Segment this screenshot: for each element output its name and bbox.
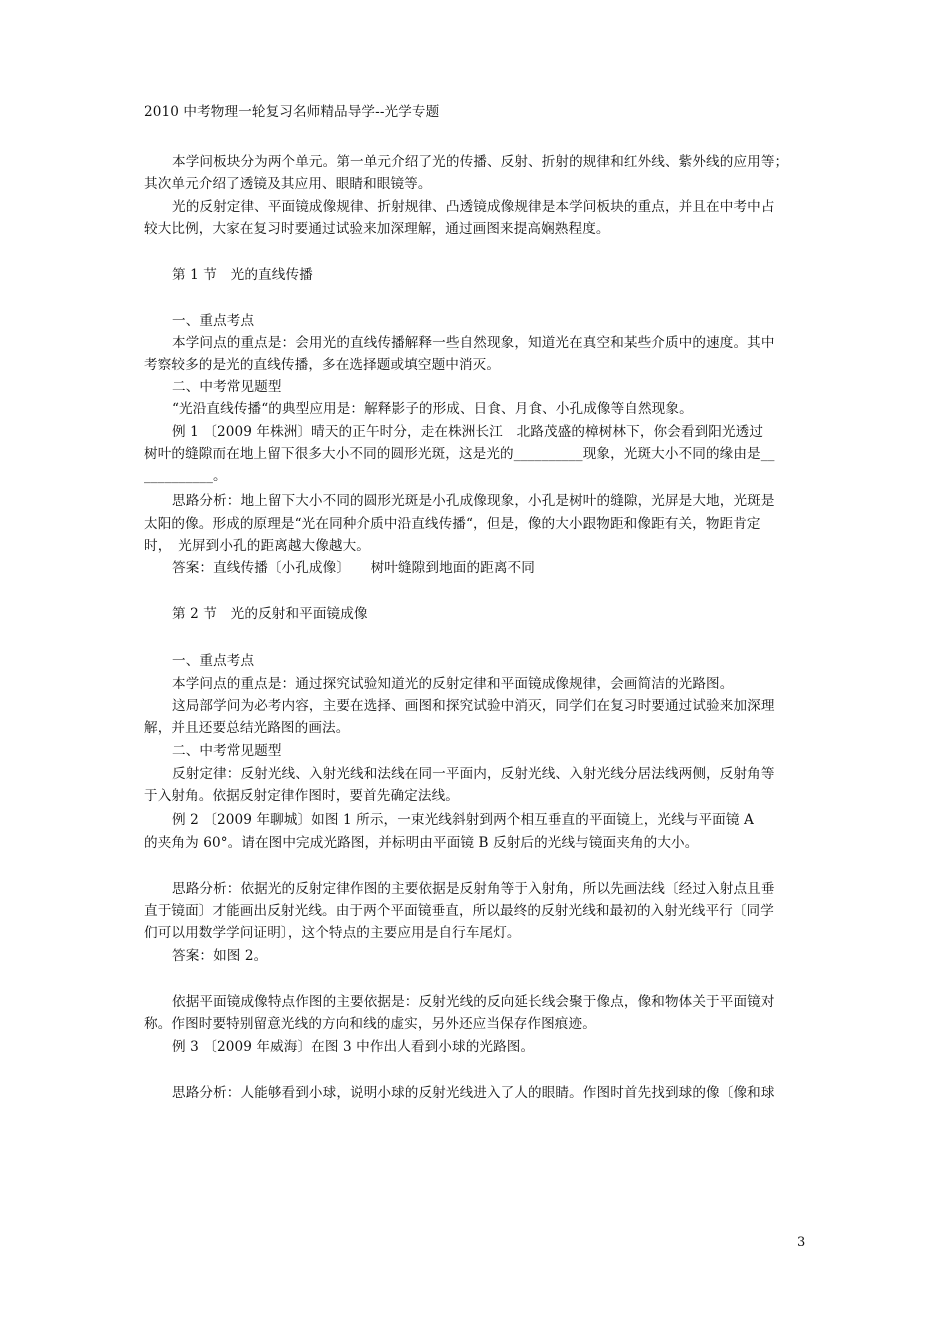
analysis1-line-3: 时， 光屏到小孔的距离越大像越大。 (144, 538, 370, 554)
section1-key-line-2: 考察较多的是光的直线传播，多在选择题或填空题中消灭。 (144, 357, 501, 373)
section2-key-line-3: 解，并且还要总结光路图的画法。 (144, 720, 350, 736)
intro-line-4: 较大比例，大家在复习时要通过试验来加深理解，通过画图来提高娴熟程度。 (144, 221, 610, 237)
intro-line-1: 本学问板块分为两个单元。第一单元介绍了光的传播、反射、折射的规律和红外线、紫外线的应用等； (172, 154, 789, 170)
analysis1-line-2: 太阳的像。形成的原理是“光在同种介质中沿直线传播“，但是，像的大小跟物距和像距有关，物距肯定 (144, 516, 761, 532)
section2-key-line-2: 这局部学问为必考内容，主要在选择、画图和探究试验中消灭，同学们在复习时要通过试验来加深理 (172, 698, 775, 714)
example2-line-2: 的夹角为 60°。请在图中完成光路图，并标明由平面镜 B 反射后的光线与镜面夹角的大小。 (144, 835, 699, 851)
section1-typical: “光沿直线传播“的典型应用是：解释影子的形成、日食、月食、小孔成像等自然现象。 (172, 401, 693, 417)
section2-sub2: 二、中考常见题型 (172, 743, 282, 759)
section2-sub1: 一、重点考点 (172, 653, 255, 669)
section1-sub1: 一、重点考点 (172, 313, 255, 329)
example1-line-3: __________。 (144, 468, 227, 484)
example1-line-2: 树叶的缝隙而在地上留下很多大小不同的圆形光斑，这是光的__________现象，光斑大小不同的缘由是__ (144, 446, 775, 462)
analysis1-line-1: 思路分析：地上留下大小不同的圆形光斑是小孔成像现象，小孔是树叶的缝隙，光屏是大地，光斑是 (172, 493, 775, 509)
law-line-2: 于入射角。依据反射定律作图时，要首先确定法线。 (144, 788, 459, 804)
mirror-line-2: 称。作图时要特别留意光线的方向和线的虚实，另外还应当保存作图痕迹。 (144, 1016, 596, 1032)
intro-line-2: 其次单元介绍了透镜及其应用、眼睛和眼镜等。 (144, 176, 432, 192)
answer2: 答案：如图 2。 (172, 948, 268, 964)
example2-line-1: 例 2 〔2009 年聊城〕如图 1 所示，一束光线斜射到两个相互垂直的平面镜上，光线与平面镜 A (172, 812, 754, 828)
intro-line-3: 光的反射定律、平面镜成像规律、折射规律、凸透镜成像规律是本学问板块的重点，并且在中考中占 (172, 199, 775, 215)
section1-key-line-1: 本学问点的重点是：会用光的直线传播解释一些自然现象，知道光在真空和某些介质中的速度。其中 (172, 335, 775, 351)
analysis2-line-1: 思路分析：依据光的反射定律作图的主要依据是反射角等于入射角，所以先画法线〔经过入射点且垂 (172, 881, 775, 897)
section1-heading: 第 1 节 光的直线传播 (172, 267, 313, 283)
analysis3-line-1: 思路分析：人能够看到小球，说明小球的反射光线进入了人的眼睛。作图时首先找到球的像〔像和球 (172, 1085, 775, 1101)
page-number: 3 (797, 1235, 806, 1250)
example1-line-1: 例 1 〔2009 年株洲〕晴天的正午时分，走在株洲长江 北路茂盛的樟树林下，你会看到阳光透过 (172, 424, 764, 440)
document-title: 2010 中考物理一轮复习名师精品导学--光学专题 (144, 104, 440, 120)
law-line-1: 反射定律：反射光线、入射光线和法线在同一平面内，反射光线、入射光线分居法线两侧，反射角等 (172, 766, 775, 782)
answer1: 答案：直线传播〔小孔成像〕 树叶缝隙到地面的距离不同 (172, 560, 535, 576)
section2-heading: 第 2 节 光的反射和平面镜成像 (172, 606, 368, 622)
section1-sub2: 二、中考常见题型 (172, 379, 282, 395)
example3: 例 3 〔2009 年威海〕在图 3 中作出人看到小球的光路图。 (172, 1039, 535, 1055)
mirror-line-1: 依据平面镜成像特点作图的主要依据是：反射光线的反向延长线会聚于像点，像和物体关于平面镜对 (172, 994, 775, 1010)
analysis2-line-3: 们可以用数学学问证明〕，这个特点的主要应用是自行车尾灯。 (144, 925, 521, 941)
section2-key-line-1: 本学问点的重点是：通过探究试验知道光的反射定律和平面镜成像规律，会画简洁的光路图。 (172, 676, 734, 692)
analysis2-line-2: 直于镜面〕才能画出反射光线。由于两个平面镜垂直，所以最终的反射光线和最初的入射光线平行〔同学 (144, 903, 774, 919)
